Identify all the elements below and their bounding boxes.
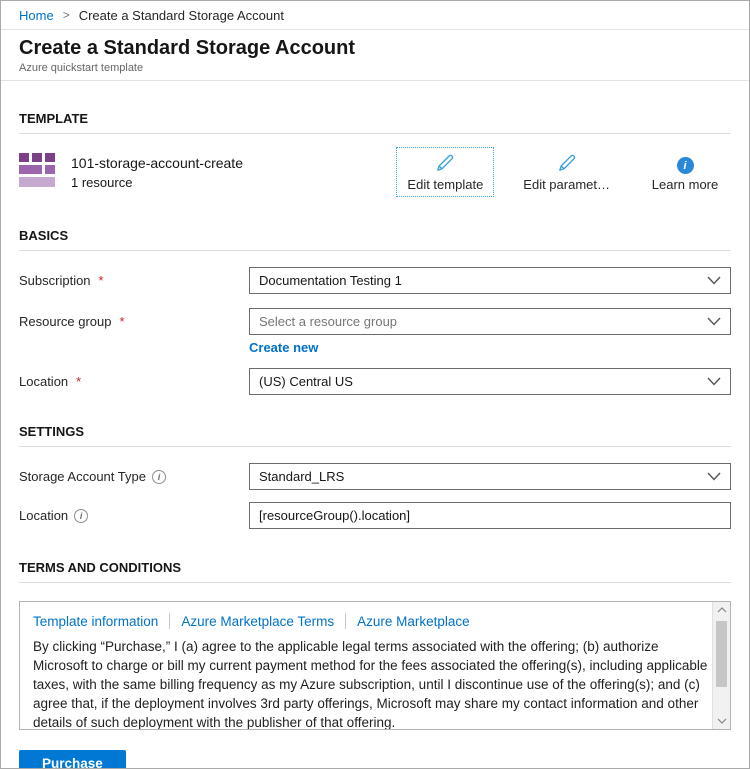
template-name: 101-storage-account-create (71, 154, 243, 171)
edit-parameters-label: Edit paramet… (523, 177, 610, 192)
required-asterisk: * (98, 273, 104, 288)
chevron-down-icon (707, 472, 721, 481)
template-actions (396, 147, 731, 197)
divider (345, 613, 346, 629)
basics-section (19, 228, 731, 395)
breadcrumb-home-link[interactable]: Home (19, 7, 54, 23)
resource-group-placeholder: Select a resource group (259, 314, 398, 329)
divider (19, 582, 731, 583)
page-title: Create a Standard Storage Account (19, 37, 356, 59)
template-resource-icon (19, 153, 57, 191)
basics-heading: BASICS (19, 228, 69, 243)
divider (19, 133, 731, 134)
settings-location-value: [resourceGroup().location] (259, 508, 411, 523)
template-heading: TEMPLATE (19, 111, 89, 126)
storage-account-type-row (19, 463, 731, 490)
settings-heading: SETTINGS (19, 424, 85, 439)
required-asterisk: * (119, 314, 125, 329)
chevron-down-icon (707, 276, 721, 285)
scroll-up-icon[interactable] (713, 602, 730, 618)
create-new-link[interactable]: Create new (249, 340, 319, 355)
required-asterisk: * (76, 374, 82, 389)
pencil-icon (434, 152, 456, 174)
subscription-label: Subscription * (19, 273, 104, 288)
subscription-row (19, 267, 731, 294)
subscription-value: Documentation Testing 1 (259, 273, 402, 288)
chevron-down-icon (707, 317, 721, 326)
azure-marketplace-terms-link[interactable]: Azure Marketplace Terms (181, 613, 335, 629)
settings-location-row (19, 502, 731, 529)
azure-marketplace-link[interactable]: Azure Marketplace (357, 613, 470, 629)
template-information-link[interactable]: Template information (33, 613, 159, 629)
divider (19, 250, 731, 251)
divider (19, 446, 731, 447)
template-section (19, 111, 731, 199)
breadcrumb (1, 1, 749, 30)
terms-section (19, 560, 731, 730)
resource-group-row (19, 308, 731, 357)
info-icon[interactable]: i (74, 509, 88, 523)
edit-parameters-button[interactable] (512, 147, 621, 197)
template-resource-count: 1 resource (71, 174, 133, 190)
breadcrumb-separator-icon: > (62, 8, 70, 22)
breadcrumb-current: Create a Standard Storage Account (78, 7, 284, 23)
terms-links (20, 602, 710, 629)
storage-account-type-select[interactable] (249, 463, 731, 490)
settings-section (19, 424, 731, 529)
scroll-down-icon[interactable] (713, 713, 730, 729)
learn-more-button[interactable] (639, 147, 731, 197)
page-header (1, 30, 749, 81)
terms-box (19, 601, 731, 730)
pencil-icon (556, 152, 578, 174)
template-row (19, 145, 731, 199)
storage-account-type-value: Standard_LRS (259, 469, 345, 484)
subscription-select[interactable] (249, 267, 731, 294)
settings-location-label: Location i (19, 502, 249, 523)
edit-template-label: Edit template (407, 177, 484, 192)
location-label: Location * (19, 374, 82, 389)
location-select[interactable] (249, 368, 731, 395)
scrollbar-track[interactable] (713, 618, 730, 713)
page-content (1, 111, 749, 730)
terms-heading: TERMS AND CONDITIONS (19, 560, 182, 575)
resource-group-select[interactable] (249, 308, 731, 335)
info-icon: i (677, 152, 694, 174)
learn-more-label: Learn more (651, 177, 719, 192)
settings-location-input[interactable] (249, 502, 731, 529)
storage-account-type-label: Storage Account Type i (19, 463, 249, 484)
purchase-button[interactable]: Purchase (19, 750, 126, 769)
terms-body-text: By clicking “Purchase,” I (a) agree to the applicable legal terms associated with the offering; (b) authorize Microsoft to charge or bill my current payment method for the fees associated the offering(s), including applicable taxes, with the same billing frequency as my Azure subscription, until I discontinue use of the offering(s); and (c) agree that, if the deployment involves 3rd party offerings, Microsoft may share my contact information and other details of such deployment with the publisher of that offering. (33, 639, 708, 730)
chevron-down-icon (707, 377, 721, 386)
edit-template-button[interactable] (396, 147, 494, 197)
info-icon[interactable]: i (152, 470, 166, 484)
scrollbar-thumb[interactable] (716, 621, 727, 687)
page-footer (1, 730, 749, 769)
page-subtitle: Azure quickstart template (19, 62, 144, 74)
divider (169, 613, 170, 629)
location-row (19, 368, 731, 395)
location-value: (US) Central US (259, 374, 353, 389)
terms-scrollbar[interactable] (712, 602, 730, 729)
resource-group-label: Resource group * (19, 314, 125, 329)
